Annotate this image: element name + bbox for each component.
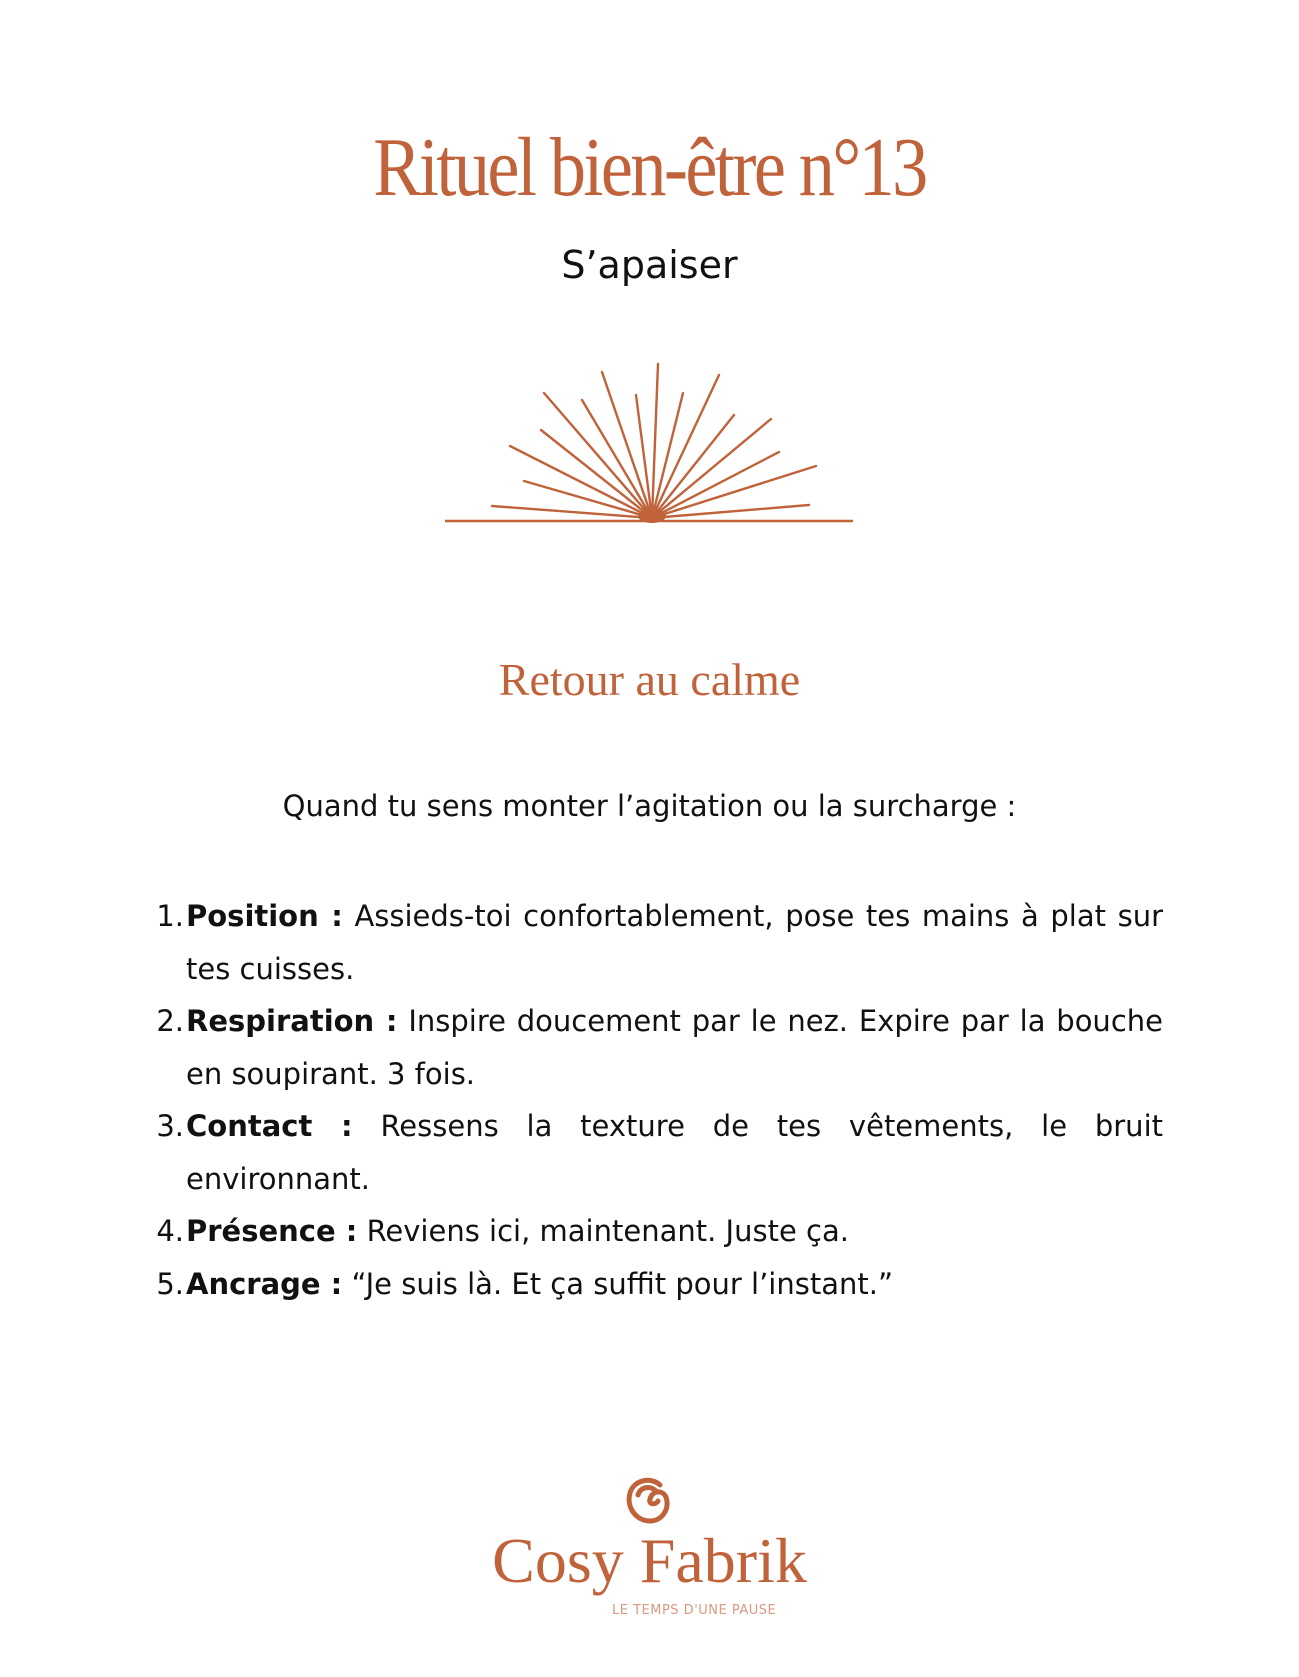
- step-number: 3.: [156, 1109, 184, 1143]
- list-item: [156, 1258, 1163, 1311]
- step-label: Contact :: [186, 1109, 353, 1143]
- brand-name: Cosy Fabrik: [492, 1525, 807, 1596]
- steps-list: [156, 890, 1163, 1310]
- sun-ray: [636, 395, 652, 518]
- sun-ray: [541, 430, 652, 518]
- step-text: Ressens la texture de tes vêtements, le bruit environnant.: [186, 1109, 1163, 1196]
- step-number: 5.: [156, 1266, 184, 1301]
- step-text: Reviens ici, maintenant. Juste ça.: [357, 1214, 849, 1248]
- brand-tagline: LE TEMPS D'UNE PAUSE: [612, 1603, 777, 1618]
- step-label: Ancrage :: [186, 1266, 343, 1301]
- step-text: Inspire doucement par le nez. Expire par la bouche en soupirant. 3 fois.: [186, 1004, 1163, 1091]
- page-title: Rituel bien-être n°13: [373, 121, 926, 214]
- step-number: 1.: [156, 899, 184, 933]
- list-item: [156, 995, 1163, 1100]
- section-title: Retour au calme: [498, 654, 801, 705]
- sun-ray: [652, 419, 771, 518]
- sunrise-rays-icon: [0, 0, 1299, 560]
- step-number: 2.: [156, 1004, 184, 1038]
- step-label: Position :: [186, 899, 343, 933]
- list-item: [156, 890, 1163, 995]
- step-number: 4.: [156, 1214, 184, 1248]
- step-text: “Je suis là. Et ça suffit pour l’instant.”: [342, 1266, 893, 1301]
- list-item: [156, 1205, 1163, 1258]
- sun-ray: [544, 393, 652, 518]
- step-label: Respiration :: [186, 1004, 398, 1038]
- intro-text: Quand tu sens monter l’agitation ou la surcharge :: [282, 789, 1017, 823]
- step-label: Présence :: [186, 1214, 358, 1248]
- cosy-fabrik-logo-icon: [622, 1475, 674, 1527]
- list-item: [156, 1100, 1163, 1205]
- step-text: Assieds-toi confortablement, pose tes mains à plat sur tes cuisses.: [186, 899, 1163, 986]
- page-subtitle: S’apaiser: [561, 243, 738, 287]
